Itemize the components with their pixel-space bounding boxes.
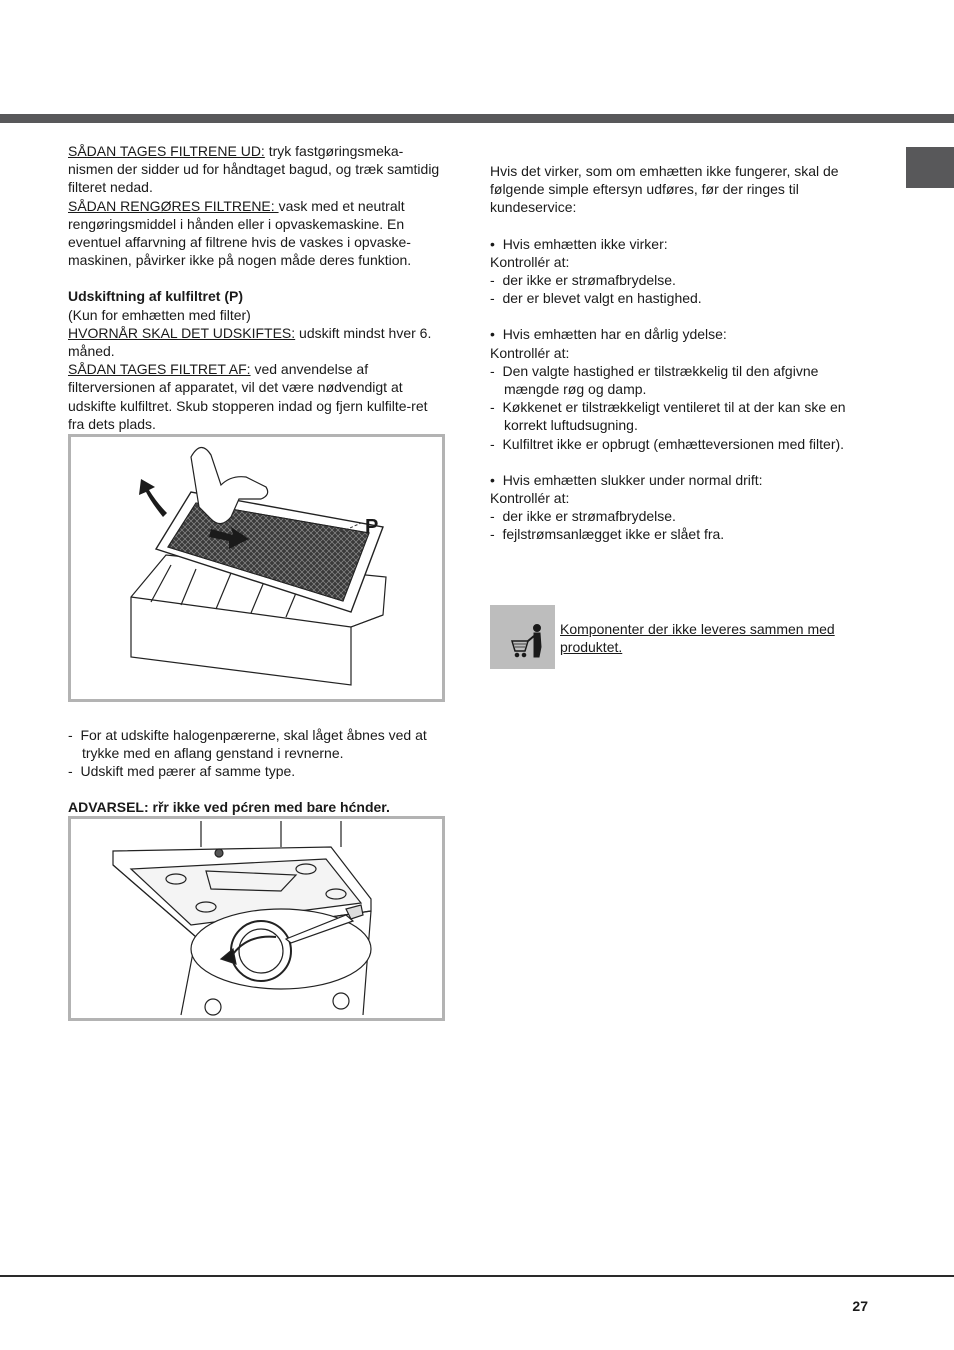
halogen-list	[68, 726, 446, 781]
troubleshoot-intro: Hvis det virker, som om emhætten ikke fungerer, skal de følgende simple eftersyn udføres, før der ringes til kundeservice:	[490, 163, 839, 216]
footer-line	[0, 1275, 954, 1277]
section1-check: Kontrollér at:	[490, 253, 570, 270]
section3-item-2: - fejlstrømsanlægget ikke er slået fra.	[490, 526, 725, 543]
left-column	[68, 142, 446, 433]
filter-removal-paragraph	[68, 142, 446, 197]
filter-cleaning-lead: SÅDAN RENGØRES FILTRENE:	[68, 197, 279, 214]
carbon-filter-illustration	[71, 437, 442, 699]
remove-filter-text: ved anvendelse af filterversionen af apparatet, vil det være nødvendigt at udskifte kulfiltret. Skub stopperen indad og fjern kulfilte-ret fra dets plads.	[68, 361, 428, 432]
page-number: 27	[852, 1298, 868, 1314]
header-bar	[0, 114, 954, 123]
section1-item-2: - der er blevet valgt en hastighed.	[490, 290, 702, 307]
filter-cleaning-text: vask med et neutralt rengøringsmiddel i hånden eller i opvaskemaskine. En eventuel affarvning af filtrene hvis de vaskes i opvaske-maskinen, påvirker ikke på nogen måde deres funktion.	[68, 197, 412, 269]
replace-when-text: udskift mindst hver 6. måned.	[68, 324, 432, 360]
carbon-filter-subtitle: (Kun for emhætten med filter)	[68, 306, 251, 323]
replace-when-lead: HVORNÅR SKAL DET UDSKIFTES:	[68, 324, 296, 341]
filter-removal-text: tryk fastgøringsmeka-nismen der sidder ud for håndtaget bagud, og træk samtidig filteret nedad.	[68, 143, 440, 196]
halogen-item-1: - For at udskifte halogenpærerne, skal låget åbnes ved at trykke med en aflang genstand i revnerne.	[68, 727, 427, 762]
carbon-filter-heading: Udskiftning af kulfiltret (P)	[68, 288, 243, 305]
remove-filter-lead: SÅDAN TAGES FILTRET AF:	[68, 361, 251, 378]
carbon-filter-figure	[68, 434, 445, 702]
shopping-cart-person-icon	[490, 605, 555, 669]
section3-check: Kontrollér at:	[490, 490, 570, 507]
section3-item-1: - der ikke er strømafbrydelse.	[490, 508, 676, 525]
section2-item-2: - Køkkenet er tilstrækkeligt ventileret til at der kan ske en korrekt luftudsugning.	[490, 399, 846, 434]
section3-bullet: • Hvis emhætten slukker under normal drift:	[490, 471, 763, 488]
replace-when-paragraph	[68, 324, 446, 360]
filter-cleaning-paragraph	[68, 197, 446, 270]
part-p-label: P	[365, 516, 379, 538]
language-tab	[906, 147, 954, 188]
section1-item-1: - der ikke er strømafbrydelse.	[490, 272, 676, 289]
halogen-item-2: - Udskift med pærer af samme type.	[68, 763, 296, 780]
halogen-lamp-illustration	[71, 819, 442, 1018]
components-note: Komponenter der ikke leveres sammen med produktet.	[560, 621, 835, 656]
filter-removal-lead: SÅDAN TAGES FILTRENE UD:	[68, 143, 265, 159]
halogen-lamp-figure	[68, 816, 445, 1021]
section1-bullet: • Hvis emhætten ikke virker:	[490, 235, 668, 252]
right-column	[490, 162, 860, 544]
section2-item-1: - Den valgte hastighed er tilstrækkelig til den afgivne mængde røg og damp.	[490, 362, 819, 398]
section2-check: Kontrollér at:	[490, 344, 570, 361]
remove-filter-paragraph	[68, 360, 446, 433]
section2-bullet: • Hvis emhætten har en dårlig ydelse:	[490, 326, 727, 343]
section2-item-3: - Kulfiltret ikke er opbrugt (emhætteversionen med filter).	[490, 435, 845, 452]
warning-text: ADVARSEL: rřr ikke ved pćren med bare hćnder.	[68, 799, 390, 815]
